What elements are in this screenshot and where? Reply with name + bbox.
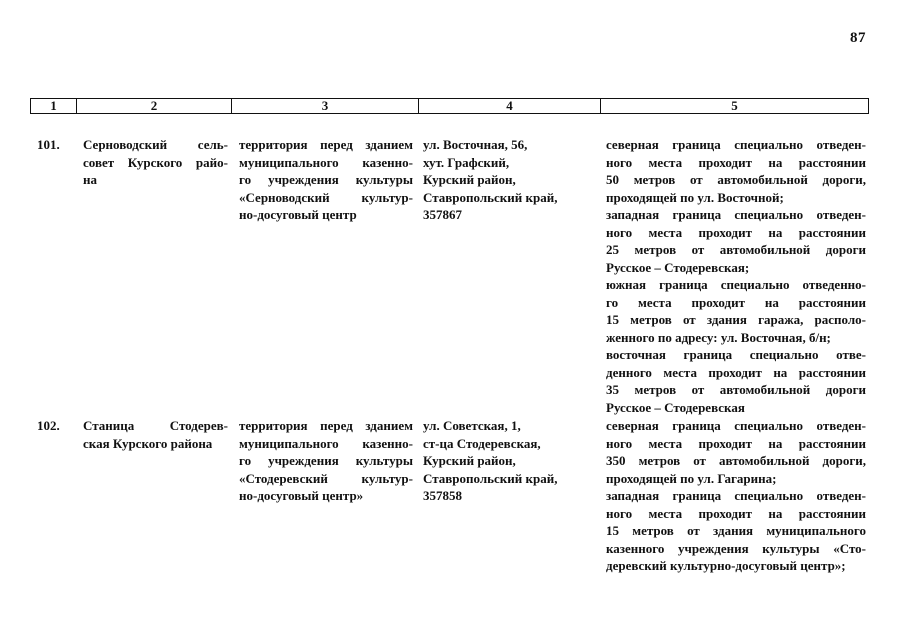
text-line: деревский культурно-досуговый центр»; <box>606 558 846 573</box>
text-line: территория перед зданием <box>239 137 413 152</box>
text-line: Ставропольский край, <box>423 189 558 205</box>
text-line: го места проходит на расстоянии <box>606 294 866 310</box>
text-line: западная граница специально отведен- <box>606 207 866 222</box>
boundary-description <box>606 417 866 575</box>
text-line: хут. Графский, <box>423 154 510 170</box>
text-line: на <box>83 172 97 187</box>
text-line: муниципального казенно- <box>239 435 413 451</box>
text-line: 350 метров от автомобильной дороги, <box>606 453 866 468</box>
address <box>423 417 593 505</box>
text-line: но-досуговый центр <box>239 207 357 222</box>
settlement-name <box>83 136 228 189</box>
text-line: 357858 <box>423 488 462 503</box>
text-line: западная граница специально отведен- <box>606 488 866 503</box>
row-number: 102. <box>37 418 60 433</box>
text-line: ул. Восточная, 56, <box>423 137 528 152</box>
text-line: южная граница специально отведенно- <box>606 277 866 292</box>
text-line: северная граница специально отведен- <box>606 418 866 433</box>
text-line: Курский район, <box>423 172 516 187</box>
text-line: Русское – Стодеревская <box>606 399 745 415</box>
column-header-row <box>30 98 869 114</box>
text-line: 35 метров от автомобильной дороги <box>606 382 866 397</box>
text-line: го учреждения культуры <box>239 172 413 187</box>
text-line: ст-ца Стодеревская, <box>423 435 541 451</box>
territory-description <box>239 136 413 224</box>
text-line: Курский район, <box>423 453 516 468</box>
text-line: ного места проходит на расстоянии <box>606 154 866 170</box>
text-line: ская Курского района <box>83 435 213 451</box>
column-header-3: 3 <box>232 99 419 113</box>
text-line: ул. Советская, 1, <box>423 418 521 433</box>
text-line: территория перед зданием <box>239 418 413 433</box>
text-line: Серноводский сель- <box>83 137 228 152</box>
text-line: Русское – Стодеревская; <box>606 259 750 275</box>
text-line: ного места проходит на расстоянии <box>606 435 866 451</box>
text-line: «Серноводский культур- <box>239 189 413 205</box>
text-line: 25 метров от автомобильной дороги <box>606 242 866 257</box>
text-line: северная граница специально отведен- <box>606 137 866 152</box>
text-line: ного места проходит на расстоянии <box>606 505 866 521</box>
text-line: 15 метров от здания муниципального <box>606 523 866 538</box>
column-header-4: 4 <box>419 99 601 113</box>
text-line: го учреждения культуры <box>239 453 413 468</box>
text-line: Станица Стодерев- <box>83 418 228 433</box>
text-line: казенного учреждения культуры «Сто- <box>606 540 866 556</box>
text-line: Ставропольский край, <box>423 470 558 486</box>
text-line: 357867 <box>423 207 462 222</box>
page-number: 87 <box>850 30 866 46</box>
text-line: совет Курского райо- <box>83 154 228 170</box>
column-header-1: 1 <box>31 99 77 113</box>
text-line: ного места проходит на расстоянии <box>606 224 866 240</box>
settlement-name <box>83 417 228 452</box>
text-line: восточная граница специально отве- <box>606 347 866 362</box>
text-line: 15 метров от здания гаража, располо- <box>606 312 866 327</box>
column-header-5: 5 <box>731 98 738 113</box>
text-line: но-досуговый центр» <box>239 488 364 503</box>
text-line: 50 метров от автомобильной дороги, <box>606 172 866 187</box>
row-number: 101. <box>37 137 60 152</box>
text-line: проходящей по ул. Гагарина; <box>606 470 777 486</box>
text-line: женного по адресу: ул. Восточная, б/н; <box>606 329 831 345</box>
address <box>423 136 593 224</box>
territory-description <box>239 417 413 505</box>
text-line: муниципального казенно- <box>239 154 413 170</box>
text-line: «Стодеревский культур- <box>239 470 413 486</box>
text-line: денного места проходит на расстоянии <box>606 364 866 380</box>
text-line: проходящей по ул. Восточной; <box>606 189 784 205</box>
column-header-2: 2 <box>77 99 232 113</box>
boundary-description <box>606 136 866 416</box>
